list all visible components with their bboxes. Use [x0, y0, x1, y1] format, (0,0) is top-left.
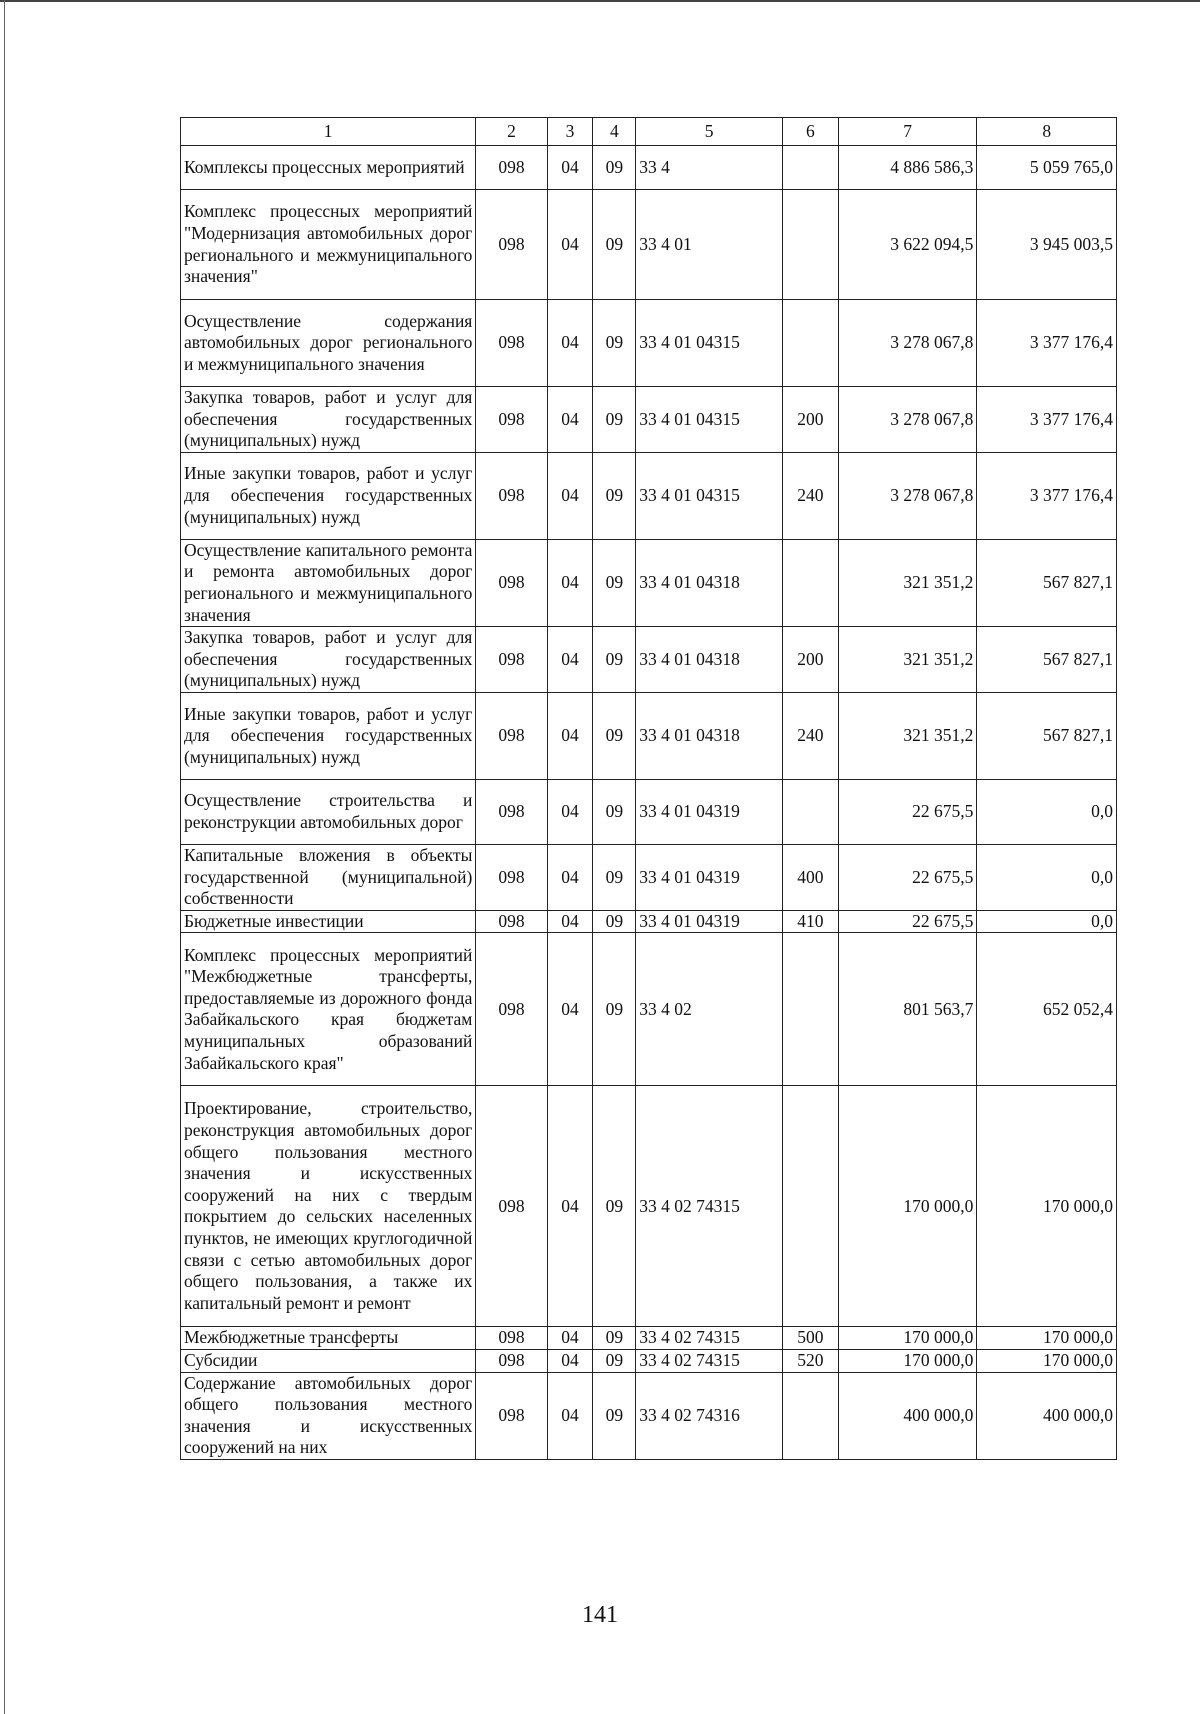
row-gr-cell: 098	[476, 539, 547, 626]
table-row	[181, 1086, 1117, 1327]
row-rz-cell: 04	[547, 844, 593, 910]
row-name-cell: Иные закупки товаров, работ и услуг для обеспечения государственных (муниципальных) нужд	[181, 692, 476, 779]
header-cell: 7	[838, 118, 977, 146]
row-name-cell: Комплексы процессных мероприятий	[181, 146, 476, 190]
row-amount-year1-cell: 400 000,0	[838, 1372, 977, 1459]
header-cell: 4	[593, 118, 636, 146]
header-cell: 3	[547, 118, 593, 146]
header-cell: 8	[977, 118, 1117, 146]
row-gr-cell: 098	[476, 387, 547, 453]
table-row	[181, 452, 1117, 539]
row-amount-year2-cell: 170 000,0	[977, 1349, 1117, 1372]
row-csr-cell: 33 4 01 04318	[636, 627, 783, 693]
row-amount-year2-cell: 5 059 765,0	[977, 146, 1117, 190]
row-rz-cell: 04	[547, 1349, 593, 1372]
row-rz-cell: 04	[547, 539, 593, 626]
row-gr-cell: 098	[476, 933, 547, 1086]
row-pr-cell: 09	[593, 1327, 636, 1350]
row-gr-cell: 098	[476, 300, 547, 387]
row-csr-cell: 33 4 01 04315	[636, 452, 783, 539]
row-csr-cell: 33 4 02	[636, 933, 783, 1086]
row-amount-year1-cell: 4 886 586,3	[838, 146, 977, 190]
row-gr-cell: 098	[476, 1086, 547, 1327]
row-name-cell: Осуществление содержания автомобильных дорог регионального и межмуниципального значения	[181, 300, 476, 387]
row-csr-cell: 33 4 01 04319	[636, 779, 783, 844]
row-gr-cell: 098	[476, 1327, 547, 1350]
budget-table	[180, 117, 1117, 1460]
row-vr-cell	[782, 1086, 838, 1327]
table-row	[181, 779, 1117, 844]
row-amount-year2-cell: 567 827,1	[977, 692, 1117, 779]
row-csr-cell: 33 4 02 74315	[636, 1327, 783, 1350]
row-amount-year2-cell: 0,0	[977, 844, 1117, 910]
row-name-cell: Субсидии	[181, 1349, 476, 1372]
row-gr-cell: 098	[476, 1372, 547, 1459]
row-gr-cell: 098	[476, 910, 547, 933]
row-name-cell: Комплекс процессных мероприятий "Межбюджетные трансферты, предоставляемые из дорожного фонда Забайкальского края бюджетам муниципальных образований Забайкальского края"	[181, 933, 476, 1086]
row-gr-cell: 098	[476, 692, 547, 779]
row-amount-year1-cell: 22 675,5	[838, 844, 977, 910]
row-vr-cell: 410	[782, 910, 838, 933]
row-pr-cell: 09	[593, 1372, 636, 1459]
row-amount-year1-cell: 170 000,0	[838, 1086, 977, 1327]
header-cell: 1	[181, 118, 476, 146]
row-amount-year2-cell: 0,0	[977, 779, 1117, 844]
table-row	[181, 844, 1117, 910]
row-amount-year1-cell: 321 351,2	[838, 692, 977, 779]
row-amount-year1-cell: 3 278 067,8	[838, 300, 977, 387]
table-row	[181, 627, 1117, 693]
row-amount-year2-cell: 0,0	[977, 910, 1117, 933]
row-gr-cell: 098	[476, 1349, 547, 1372]
row-name-cell: Осуществление строительства и реконструкции автомобильных дорог	[181, 779, 476, 844]
row-vr-cell: 240	[782, 452, 838, 539]
row-vr-cell	[782, 539, 838, 626]
row-amount-year2-cell: 3 945 003,5	[977, 190, 1117, 300]
row-amount-year2-cell: 3 377 176,4	[977, 300, 1117, 387]
row-vr-cell: 500	[782, 1327, 838, 1350]
table-row	[181, 1349, 1117, 1372]
row-vr-cell: 200	[782, 627, 838, 693]
row-gr-cell: 098	[476, 190, 547, 300]
row-rz-cell: 04	[547, 190, 593, 300]
row-gr-cell: 098	[476, 146, 547, 190]
row-vr-cell: 400	[782, 844, 838, 910]
row-amount-year2-cell: 567 827,1	[977, 539, 1117, 626]
table-row	[181, 692, 1117, 779]
row-vr-cell: 240	[782, 692, 838, 779]
row-name-cell: Межбюджетные трансферты	[181, 1327, 476, 1350]
page-number: 141	[582, 1602, 618, 1628]
row-name-cell: Закупка товаров, работ и услуг для обеспечения государственных (муниципальных) нужд	[181, 627, 476, 693]
row-vr-cell: 520	[782, 1349, 838, 1372]
table-row	[181, 387, 1117, 453]
row-pr-cell: 09	[593, 300, 636, 387]
row-rz-cell: 04	[547, 692, 593, 779]
row-name-cell: Капитальные вложения в объекты государственной (муниципальной) собственности	[181, 844, 476, 910]
row-vr-cell: 200	[782, 387, 838, 453]
row-gr-cell: 098	[476, 452, 547, 539]
row-rz-cell: 04	[547, 1086, 593, 1327]
row-name-cell: Бюджетные инвестиции	[181, 910, 476, 933]
row-rz-cell: 04	[547, 627, 593, 693]
row-rz-cell: 04	[547, 146, 593, 190]
row-amount-year1-cell: 321 351,2	[838, 627, 977, 693]
row-gr-cell: 098	[476, 844, 547, 910]
row-pr-cell: 09	[593, 844, 636, 910]
row-rz-cell: 04	[547, 387, 593, 453]
row-amount-year1-cell: 22 675,5	[838, 779, 977, 844]
row-name-cell: Осуществление капитального ремонта и ремонта автомобильных дорог регионального и межмуниципального значения	[181, 539, 476, 626]
row-csr-cell: 33 4 01 04315	[636, 387, 783, 453]
row-csr-cell: 33 4 01 04315	[636, 300, 783, 387]
row-rz-cell: 04	[547, 779, 593, 844]
row-rz-cell: 04	[547, 300, 593, 387]
row-pr-cell: 09	[593, 779, 636, 844]
row-vr-cell	[782, 190, 838, 300]
row-name-cell: Закупка товаров, работ и услуг для обеспечения государственных (муниципальных) нужд	[181, 387, 476, 453]
table-row	[181, 539, 1117, 626]
row-pr-cell: 09	[593, 910, 636, 933]
row-pr-cell: 09	[593, 933, 636, 1086]
row-csr-cell: 33 4 01 04319	[636, 910, 783, 933]
row-amount-year2-cell: 170 000,0	[977, 1086, 1117, 1327]
row-amount-year2-cell: 400 000,0	[977, 1372, 1117, 1459]
row-gr-cell: 098	[476, 779, 547, 844]
table-row	[181, 910, 1117, 933]
row-pr-cell: 09	[593, 1086, 636, 1327]
row-amount-year2-cell: 3 377 176,4	[977, 387, 1117, 453]
row-amount-year1-cell: 22 675,5	[838, 910, 977, 933]
row-amount-year2-cell: 652 052,4	[977, 933, 1117, 1086]
row-vr-cell	[782, 779, 838, 844]
row-name-cell: Проектирование, строительство, реконструкция автомобильных дорог общего пользования местного значения и искусственных сооружений на них с твердым покрытием до сельских населенных пунктов, не имеющих круглогодичной связи с сетью автомобильных дорог общего пользования, а также их капитальный ремонт и ремонт	[181, 1086, 476, 1327]
row-name-cell: Иные закупки товаров, работ и услуг для обеспечения государственных (муниципальных) нужд	[181, 452, 476, 539]
row-pr-cell: 09	[593, 539, 636, 626]
row-pr-cell: 09	[593, 190, 636, 300]
row-csr-cell: 33 4	[636, 146, 783, 190]
table-header-row	[181, 118, 1117, 146]
row-amount-year1-cell: 170 000,0	[838, 1327, 977, 1350]
row-pr-cell: 09	[593, 692, 636, 779]
header-cell: 6	[782, 118, 838, 146]
row-amount-year1-cell: 3 278 067,8	[838, 387, 977, 453]
row-csr-cell: 33 4 02 74315	[636, 1086, 783, 1327]
row-gr-cell: 098	[476, 627, 547, 693]
scan-edge-top	[0, 0, 1200, 2]
row-name-cell: Комплекс процессных мероприятий "Модернизация автомобильных дорог регионального и межмуниципального значения"	[181, 190, 476, 300]
row-csr-cell: 33 4 02 74315	[636, 1349, 783, 1372]
row-rz-cell: 04	[547, 452, 593, 539]
row-amount-year2-cell: 170 000,0	[977, 1327, 1117, 1350]
row-csr-cell: 33 4 01 04318	[636, 692, 783, 779]
table-row	[181, 1372, 1117, 1459]
row-amount-year1-cell: 3 622 094,5	[838, 190, 977, 300]
row-pr-cell: 09	[593, 1349, 636, 1372]
table-row	[181, 300, 1117, 387]
row-name-cell: Содержание автомобильных дорог общего пользования местного значения и искусственных сооружений на них	[181, 1372, 476, 1459]
table-row	[181, 190, 1117, 300]
row-pr-cell: 09	[593, 146, 636, 190]
row-amount-year1-cell: 321 351,2	[838, 539, 977, 626]
table-row	[181, 1327, 1117, 1350]
header-cell: 5	[636, 118, 783, 146]
row-vr-cell	[782, 300, 838, 387]
row-pr-cell: 09	[593, 452, 636, 539]
row-csr-cell: 33 4 01 04319	[636, 844, 783, 910]
row-vr-cell	[782, 1372, 838, 1459]
table-row	[181, 933, 1117, 1086]
row-amount-year1-cell: 170 000,0	[838, 1349, 977, 1372]
table-row	[181, 146, 1117, 190]
row-amount-year1-cell: 801 563,7	[838, 933, 977, 1086]
row-rz-cell: 04	[547, 1372, 593, 1459]
row-rz-cell: 04	[547, 1327, 593, 1350]
row-rz-cell: 04	[547, 933, 593, 1086]
row-csr-cell: 33 4 02 74316	[636, 1372, 783, 1459]
row-pr-cell: 09	[593, 627, 636, 693]
header-cell: 2	[476, 118, 547, 146]
row-amount-year2-cell: 567 827,1	[977, 627, 1117, 693]
row-amount-year1-cell: 3 278 067,8	[838, 452, 977, 539]
row-csr-cell: 33 4 01	[636, 190, 783, 300]
row-rz-cell: 04	[547, 910, 593, 933]
scan-edge-left	[4, 0, 5, 1714]
row-vr-cell	[782, 933, 838, 1086]
row-pr-cell: 09	[593, 387, 636, 453]
row-amount-year2-cell: 3 377 176,4	[977, 452, 1117, 539]
row-vr-cell	[782, 146, 838, 190]
row-csr-cell: 33 4 01 04318	[636, 539, 783, 626]
